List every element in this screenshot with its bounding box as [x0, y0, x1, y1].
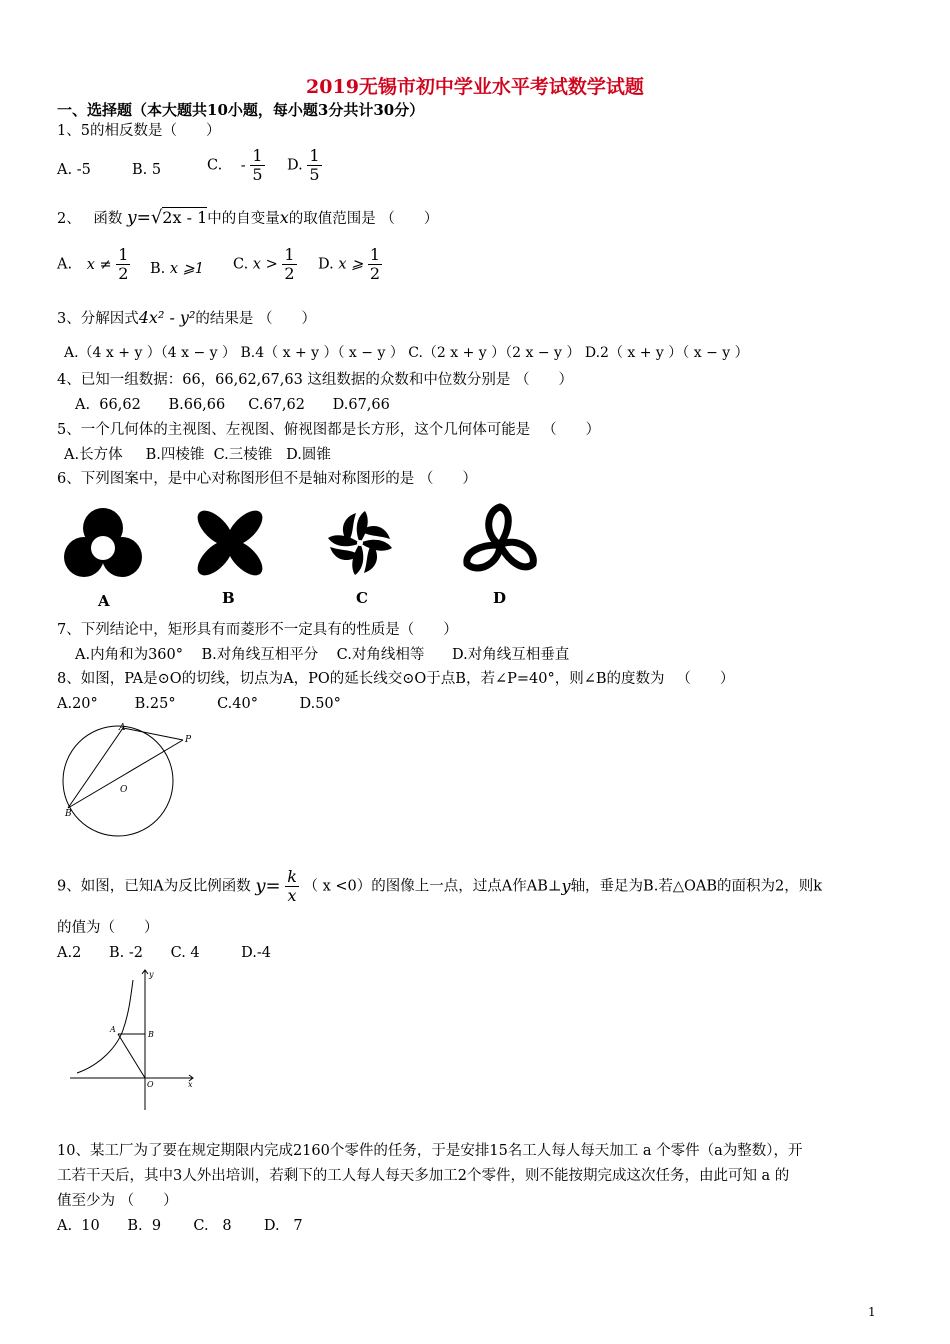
q6-figure-c: [328, 511, 392, 575]
q4-stem: 4、已知一组数据：66，66,62,67,63 这组数据的众数和中位数分别是 （ ）: [57, 372, 574, 388]
q9-fraction: [285, 868, 299, 905]
q9-k: k: [287, 867, 297, 886]
q2-a-prefix: A.: [57, 256, 73, 273]
q2-d-prefix: D.: [318, 256, 334, 273]
q2-c-prefix: C.: [233, 256, 249, 273]
q9-label-o: O: [147, 1080, 154, 1089]
q1-d-prefix: D.: [287, 157, 303, 174]
q9-label-b: B: [148, 1030, 154, 1039]
q6-figures: [55, 495, 555, 615]
q6-label-c: C: [356, 589, 368, 607]
q2-c-numerator: 1: [284, 245, 295, 264]
q3-stem: [57, 308, 316, 329]
q1-c-sign: -: [240, 157, 246, 174]
q3-stem-pre: 3、分解因式: [57, 311, 139, 327]
q10-line1: 10、某工厂为了要在规定期限内完成2160个零件的任务，于是安排15名工人每人每天加工 a 个零件（a为整数），开: [57, 1143, 803, 1159]
q3-expression: 4x² - y²: [138, 308, 196, 327]
q8-figure: [55, 718, 215, 838]
q9-stem: [57, 868, 822, 905]
q9-stem-line2: 的值为（ ）: [57, 920, 159, 936]
q1-c-numerator: 1: [252, 146, 263, 165]
page-number: 1: [868, 1305, 876, 1319]
q8-options: A.20° B.25° C.40° D.50°: [57, 696, 341, 712]
q9-stem-pre: 9、如图，已知A为反比例函数: [57, 878, 251, 895]
q2-mid: 中的自变量: [207, 211, 280, 227]
q2-x: x: [279, 208, 289, 227]
q9-stem-mid: （ x <0）的图像上一点，过点A作AB⊥: [303, 878, 562, 895]
q2-option-d: [318, 246, 382, 283]
q2-c-fraction: [282, 246, 296, 283]
q1-c-denominator: 5: [252, 165, 263, 184]
q2-d-expr: x ⩾: [338, 256, 364, 273]
q2-d-fraction: [368, 246, 382, 283]
q3-options: A.（4 x + y ）（4 x − y ） B.4（ x + y ）（ x − y ） C.（2 x + y ）（2 x − y ） D.2（ x + y ）（ x − y ）: [64, 345, 749, 361]
q9-label-x: x: [188, 1080, 193, 1089]
q9-label-a: A: [110, 1025, 116, 1034]
q5-stem: 5、一个几何体的主视图、左视图、俯视图都是长方形，这个几何体可能是 （ ）: [57, 422, 601, 438]
q2-b-expr: x ⩾1: [169, 261, 205, 277]
q1-option-a: A. -5: [57, 162, 91, 178]
q8-label-b: B: [65, 809, 72, 819]
q10-line2: 工若干天后，其中3人外出培训，若剩下的工人每人每天多加工2个零件，则不能按期完成这次任务，由此可知 a 的: [57, 1168, 790, 1184]
section-heading: 一、选择题（本大题共10小题，每小题3分共计30分）: [57, 101, 425, 119]
q1-stem: 1、5的相反数是（ ）: [57, 123, 221, 139]
q9-eq: =: [265, 875, 281, 897]
q6-stem: 6、下列图案中，是中心对称图形但不是轴对称图形的是 （ ）: [57, 471, 477, 487]
q2-option-a: [57, 246, 130, 283]
q8-label-o: O: [120, 785, 128, 795]
q9-y-axis: y: [561, 876, 571, 896]
q2-a-fraction: [116, 246, 130, 283]
q2-a-denominator: 2: [118, 264, 129, 283]
q6-figure-a: [64, 508, 142, 577]
q2-stem: [57, 208, 438, 229]
q1-option-c: [207, 147, 265, 184]
q1-option-d: [287, 147, 322, 184]
q6-label-b: B: [222, 589, 235, 607]
q9-stem-post: 轴，垂足为B.若△OAB的面积为2，则k: [570, 878, 823, 895]
q2-a-expr: x ≠: [86, 256, 112, 273]
q2-option-b: [150, 259, 204, 279]
q1-c-fraction: [250, 147, 264, 184]
q2-option-c: [233, 246, 297, 283]
q4-options: A. 66,62 B.66,66 C.67,62 D.67,66: [75, 397, 390, 413]
q7-stem: 7、下列结论中，矩形具有而菱形不一定具有的性质是（ ）: [57, 622, 458, 638]
q9-y: y: [255, 875, 266, 897]
q2-y: y: [126, 208, 137, 228]
q6-label-a: A: [98, 592, 110, 610]
q2-d-numerator: 1: [369, 245, 381, 264]
q2-number: 2、: [57, 211, 81, 227]
q2-sqrt-sign: √: [150, 207, 163, 228]
q6-label-d: D: [493, 589, 507, 607]
q9-figure: [65, 965, 205, 1115]
q1-option-b: B. 5: [132, 162, 162, 178]
q2-d-denominator: 2: [369, 264, 381, 283]
q8-label-p: P: [185, 735, 192, 745]
q2-radicand: 2x - 1: [162, 208, 208, 227]
q8-stem: 8、如图，PA是⊙O的切线，切点为A，PO的延长线交⊙O于点B，若∠P=40°，则∠B的度数为 （ ）: [57, 671, 735, 687]
q6-figure-d: [463, 507, 539, 574]
q1-d-denominator: 5: [309, 165, 320, 184]
q1-d-numerator: 1: [309, 146, 320, 165]
q7-options: A.内角和为360° B.对角线互相平分 C.对角线相等 D.对角线互相垂直: [75, 647, 570, 663]
q9-options: A.2 B. -2 C. 4 D.-4: [57, 945, 271, 961]
q2-pre: 函数: [93, 211, 123, 227]
q9-label-y: y: [149, 970, 154, 979]
q8-label-a: A: [119, 723, 126, 733]
q2-post: 的取值范围是 （ ）: [288, 211, 439, 227]
q5-options: A.长方体 B.四棱锥 C.三棱锥 D.圆锥: [64, 447, 331, 463]
q10-options: A. 10 B. 9 C. 8 D. 7: [57, 1218, 303, 1234]
q10-line3: 值至少为 （ ）: [57, 1193, 178, 1209]
q2-a-numerator: 1: [118, 245, 129, 264]
q2-c-expr: x >: [252, 256, 278, 273]
q2-c-denominator: 2: [284, 264, 295, 283]
q2-b-prefix: B.: [150, 261, 166, 277]
page-title: 2019无锡市初中学业水平考试数学试题: [306, 76, 644, 98]
q1-d-fraction: [307, 147, 321, 184]
q1-c-prefix: C.: [207, 157, 223, 174]
q6-figure-b: [192, 505, 269, 582]
q3-stem-post: 的结果是 （ ）: [195, 311, 316, 327]
q9-x: x: [287, 886, 297, 905]
q2-eq: =: [136, 208, 151, 228]
